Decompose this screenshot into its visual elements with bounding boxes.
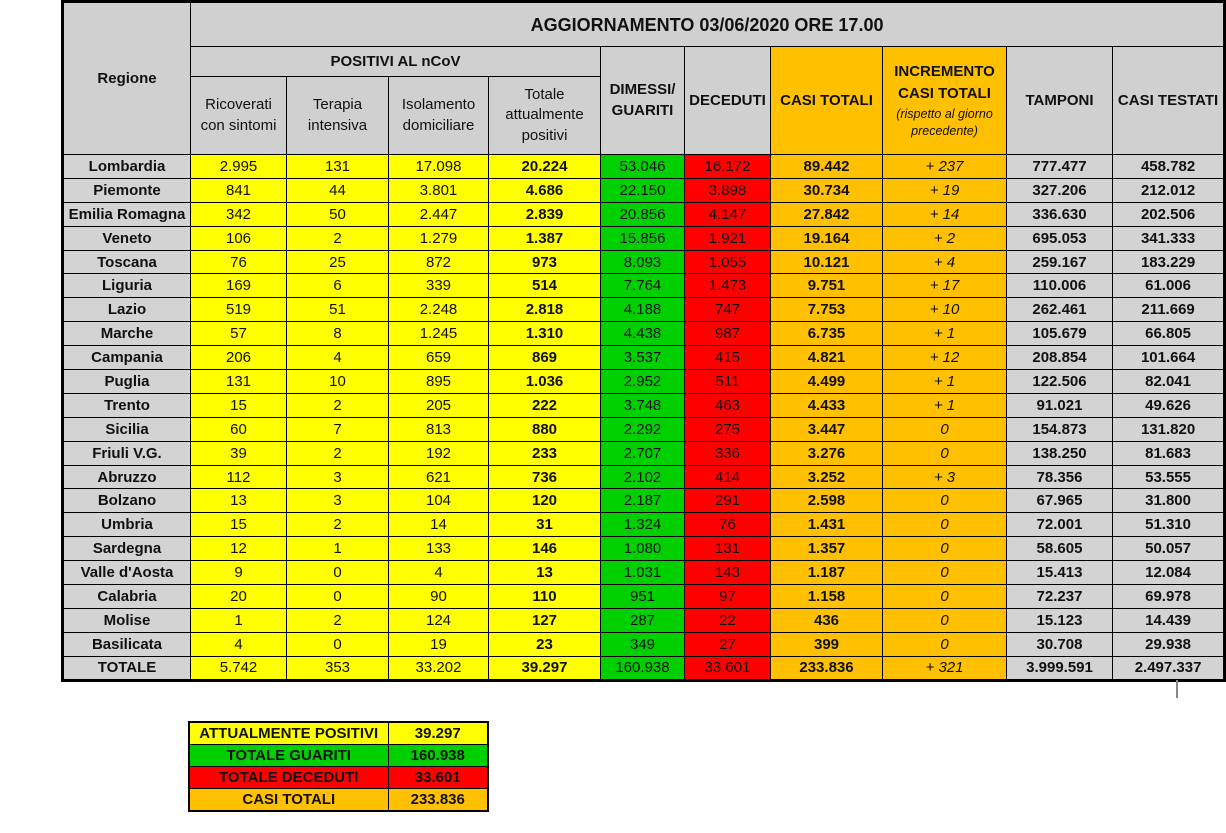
summary-row [189, 789, 488, 812]
table-row [63, 298, 1225, 322]
cell-dimessi: 20.856 [601, 202, 685, 226]
table-row [63, 370, 1225, 394]
cell-incremento: 0 [883, 561, 1007, 585]
cell-casi-testati: 31.800 [1113, 489, 1225, 513]
cell-isolamento: 124 [389, 608, 489, 632]
cell-terapia: 8 [287, 322, 389, 346]
cell-isolamento: 90 [389, 585, 489, 609]
header-terapia: Terapia intensiva [287, 77, 389, 155]
cell-terapia: 7 [287, 417, 389, 441]
cell-casi-testati: 61.006 [1113, 274, 1225, 298]
cell-regione: Liguria [63, 274, 191, 298]
table-row [63, 322, 1225, 346]
cell-isolamento: 895 [389, 370, 489, 394]
cell-tamponi: 262.461 [1007, 298, 1113, 322]
table-row [63, 585, 1225, 609]
cell-dimessi: 1.031 [601, 561, 685, 585]
cell-terapia: 1 [287, 537, 389, 561]
cell-terapia: 3 [287, 465, 389, 489]
cell-tamponi: 122.506 [1007, 370, 1113, 394]
table-row [63, 393, 1225, 417]
cell-regione: Bolzano [63, 489, 191, 513]
cell-isolamento: 104 [389, 489, 489, 513]
cell-casi-totali: 1.357 [771, 537, 883, 561]
cell-totale-positivi: 736 [489, 465, 601, 489]
header-deceduti: DECEDUTI [685, 47, 771, 155]
cell-totale-positivi: 110 [489, 585, 601, 609]
cell-tamponi: 91.021 [1007, 393, 1113, 417]
cell-casi-testati: 66.805 [1113, 322, 1225, 346]
cell-ricoverati: 2.995 [191, 155, 287, 179]
cell-incremento: + 4 [883, 250, 1007, 274]
cell-terapia: 2 [287, 393, 389, 417]
cell-casi-totali: 6.735 [771, 322, 883, 346]
cell-regione: Veneto [63, 226, 191, 250]
table-row [63, 226, 1225, 250]
cell-casi-testati: 51.310 [1113, 513, 1225, 537]
table-row [63, 274, 1225, 298]
cell-dimessi: 951 [601, 585, 685, 609]
cell-dimessi: 2.102 [601, 465, 685, 489]
summary-body [189, 722, 488, 811]
cell-casi-totali: 30.734 [771, 178, 883, 202]
cell-totale-positivi: 31 [489, 513, 601, 537]
summary-row [189, 767, 488, 789]
header-ricoverati: Ricoverati con sintomi [191, 77, 287, 155]
cell-ricoverati: 15 [191, 393, 287, 417]
table-row [63, 561, 1225, 585]
cell-terapia: 51 [287, 298, 389, 322]
cell-casi-testati: 2.497.337 [1113, 656, 1225, 680]
cell-isolamento: 813 [389, 417, 489, 441]
cell-totale-positivi: 2.818 [489, 298, 601, 322]
cell-isolamento: 14 [389, 513, 489, 537]
cell-incremento: + 17 [883, 274, 1007, 298]
cell-totale-positivi: 4.686 [489, 178, 601, 202]
summary-value: 233.836 [388, 789, 488, 812]
cell-deceduti: 463 [685, 393, 771, 417]
cell-tamponi: 30.708 [1007, 632, 1113, 656]
cell-tamponi: 15.413 [1007, 561, 1113, 585]
cell-deceduti: 1.473 [685, 274, 771, 298]
cell-tamponi: 138.250 [1007, 441, 1113, 465]
table-row [63, 417, 1225, 441]
cell-casi-testati: 12.084 [1113, 561, 1225, 585]
table-row [63, 346, 1225, 370]
cell-casi-testati: 341.333 [1113, 226, 1225, 250]
cell-isolamento: 339 [389, 274, 489, 298]
cell-isolamento: 2.447 [389, 202, 489, 226]
page-title: AGGIORNAMENTO 03/06/2020 ORE 17.00 [191, 2, 1225, 47]
cell-ricoverati: 1 [191, 608, 287, 632]
cell-incremento: + 12 [883, 346, 1007, 370]
cell-casi-testati: 50.057 [1113, 537, 1225, 561]
cell-totale-positivi: 23 [489, 632, 601, 656]
cell-tamponi: 208.854 [1007, 346, 1113, 370]
cell-dimessi: 4.188 [601, 298, 685, 322]
cell-regione: Campania [63, 346, 191, 370]
cell-totale-positivi: 880 [489, 417, 601, 441]
cell-deceduti: 291 [685, 489, 771, 513]
cell-incremento: + 237 [883, 155, 1007, 179]
cell-tamponi: 327.206 [1007, 178, 1113, 202]
cell-tamponi: 154.873 [1007, 417, 1113, 441]
cell-regione: Abruzzo [63, 465, 191, 489]
cell-deceduti: 747 [685, 298, 771, 322]
cell-incremento: + 19 [883, 178, 1007, 202]
cell-deceduti: 987 [685, 322, 771, 346]
cell-isolamento: 659 [389, 346, 489, 370]
cell-tamponi: 3.999.591 [1007, 656, 1113, 680]
cell-dimessi: 22.150 [601, 178, 685, 202]
cell-casi-testati: 82.041 [1113, 370, 1225, 394]
cell-incremento: + 2 [883, 226, 1007, 250]
cell-dimessi: 2.292 [601, 417, 685, 441]
cell-deceduti: 3.898 [685, 178, 771, 202]
table-row [63, 489, 1225, 513]
cell-deceduti: 33.601 [685, 656, 771, 680]
cell-deceduti: 131 [685, 537, 771, 561]
cell-ricoverati: 342 [191, 202, 287, 226]
cell-tamponi: 58.605 [1007, 537, 1113, 561]
cell-ricoverati: 57 [191, 322, 287, 346]
cell-casi-totali: 1.187 [771, 561, 883, 585]
cell-ricoverati: 76 [191, 250, 287, 274]
cell-totale-positivi: 869 [489, 346, 601, 370]
cell-terapia: 2 [287, 513, 389, 537]
cell-tamponi: 777.477 [1007, 155, 1113, 179]
cell-casi-totali: 89.442 [771, 155, 883, 179]
header-casi-totali: CASI TOTALI [771, 47, 883, 155]
total-row [63, 656, 1225, 680]
cell-deceduti: 143 [685, 561, 771, 585]
cell-dimessi: 160.938 [601, 656, 685, 680]
cell-terapia: 2 [287, 608, 389, 632]
summary-label: TOTALE GUARITI [189, 745, 388, 767]
header-isolamento: Isolamento domiciliare [389, 77, 489, 155]
cell-casi-testati: 183.229 [1113, 250, 1225, 274]
cell-casi-totali: 436 [771, 608, 883, 632]
summary-label: TOTALE DECEDUTI [189, 767, 388, 789]
cell-terapia: 131 [287, 155, 389, 179]
table-row [63, 608, 1225, 632]
cell-casi-totali: 1.158 [771, 585, 883, 609]
cell-casi-totali: 3.276 [771, 441, 883, 465]
cell-isolamento: 33.202 [389, 656, 489, 680]
summary-value: 39.297 [388, 722, 488, 745]
cell-totale-positivi: 514 [489, 274, 601, 298]
cell-regione: Calabria [63, 585, 191, 609]
cell-deceduti: 16.172 [685, 155, 771, 179]
cell-casi-totali: 7.753 [771, 298, 883, 322]
summary-value: 33.601 [388, 767, 488, 789]
cell-deceduti: 76 [685, 513, 771, 537]
cell-dimessi: 3.748 [601, 393, 685, 417]
cell-terapia: 2 [287, 226, 389, 250]
table-row [63, 632, 1225, 656]
cell-totale-positivi: 120 [489, 489, 601, 513]
header-regione: Regione [63, 2, 191, 155]
cell-incremento: 0 [883, 632, 1007, 656]
cell-tamponi: 72.237 [1007, 585, 1113, 609]
header-positivi-group: POSITIVI AL nCoV [191, 47, 601, 77]
cell-casi-totali: 10.121 [771, 250, 883, 274]
summary-label: ATTUALMENTE POSITIVI [189, 722, 388, 745]
cell-casi-totali: 4.499 [771, 370, 883, 394]
cell-casi-testati: 81.683 [1113, 441, 1225, 465]
cell-casi-testati: 211.669 [1113, 298, 1225, 322]
cell-casi-totali: 3.252 [771, 465, 883, 489]
cell-terapia: 353 [287, 656, 389, 680]
cell-dimessi: 2.707 [601, 441, 685, 465]
cell-casi-totali: 4.821 [771, 346, 883, 370]
cell-dimessi: 287 [601, 608, 685, 632]
header-casi-testati: CASI TESTATI [1113, 47, 1225, 155]
cell-casi-totali: 399 [771, 632, 883, 656]
cell-totale-positivi: 1.310 [489, 322, 601, 346]
cell-tamponi: 72.001 [1007, 513, 1113, 537]
cell-dimessi: 7.764 [601, 274, 685, 298]
cell-ricoverati: 169 [191, 274, 287, 298]
cell-tamponi: 110.006 [1007, 274, 1113, 298]
cell-incremento: 0 [883, 441, 1007, 465]
cell-ricoverati: 15 [191, 513, 287, 537]
cell-terapia: 10 [287, 370, 389, 394]
cell-regione: TOTALE [63, 656, 191, 680]
cell-terapia: 2 [287, 441, 389, 465]
cell-tamponi: 105.679 [1007, 322, 1113, 346]
cell-casi-testati: 101.664 [1113, 346, 1225, 370]
cell-isolamento: 872 [389, 250, 489, 274]
cell-regione: Marche [63, 322, 191, 346]
header-dimessi: DIMESSI/ GUARITI [601, 47, 685, 155]
cell-casi-testati: 49.626 [1113, 393, 1225, 417]
cell-totale-positivi: 233 [489, 441, 601, 465]
cell-casi-testati: 131.820 [1113, 417, 1225, 441]
cell-dimessi: 349 [601, 632, 685, 656]
cell-dimessi: 1.324 [601, 513, 685, 537]
cell-regione: Lombardia [63, 155, 191, 179]
cell-regione: Sicilia [63, 417, 191, 441]
cell-isolamento: 192 [389, 441, 489, 465]
cell-isolamento: 4 [389, 561, 489, 585]
cell-regione: Umbria [63, 513, 191, 537]
header-tamponi: TAMPONI [1007, 47, 1113, 155]
cell-terapia: 6 [287, 274, 389, 298]
header-incremento-note: (rispetto al giorno precedente) [896, 107, 993, 139]
cell-incremento: 0 [883, 417, 1007, 441]
cell-incremento: + 10 [883, 298, 1007, 322]
cell-ricoverati: 60 [191, 417, 287, 441]
cell-incremento: + 1 [883, 370, 1007, 394]
cell-ricoverati: 112 [191, 465, 287, 489]
cell-deceduti: 415 [685, 346, 771, 370]
cell-totale-positivi: 2.839 [489, 202, 601, 226]
cell-isolamento: 3.801 [389, 178, 489, 202]
table-row [63, 537, 1225, 561]
cell-dimessi: 2.187 [601, 489, 685, 513]
cell-totale-positivi: 1.387 [489, 226, 601, 250]
cell-tamponi: 67.965 [1007, 489, 1113, 513]
cell-tamponi: 15.123 [1007, 608, 1113, 632]
cell-ricoverati: 131 [191, 370, 287, 394]
cell-deceduti: 97 [685, 585, 771, 609]
cell-incremento: 0 [883, 537, 1007, 561]
cell-incremento: 0 [883, 585, 1007, 609]
cell-totale-positivi: 39.297 [489, 656, 601, 680]
cell-tamponi: 78.356 [1007, 465, 1113, 489]
cell-ricoverati: 39 [191, 441, 287, 465]
cell-regione: Trento [63, 393, 191, 417]
cell-deceduti: 4.147 [685, 202, 771, 226]
cell-casi-testati: 69.978 [1113, 585, 1225, 609]
cell-regione: Toscana [63, 250, 191, 274]
table-row [63, 441, 1225, 465]
cell-regione: Molise [63, 608, 191, 632]
cell-incremento: 0 [883, 513, 1007, 537]
cell-incremento: + 14 [883, 202, 1007, 226]
cell-dimessi: 8.093 [601, 250, 685, 274]
cell-isolamento: 19 [389, 632, 489, 656]
table-row [63, 178, 1225, 202]
cell-dimessi: 3.537 [601, 346, 685, 370]
cell-casi-testati: 29.938 [1113, 632, 1225, 656]
summary-label: CASI TOTALI [189, 789, 388, 812]
summary-row [189, 722, 488, 745]
covid-data-table [61, 0, 1226, 682]
cell-deceduti: 275 [685, 417, 771, 441]
cell-ricoverati: 20 [191, 585, 287, 609]
cell-isolamento: 2.248 [389, 298, 489, 322]
cell-dimessi: 1.080 [601, 537, 685, 561]
cell-deceduti: 511 [685, 370, 771, 394]
cell-dimessi: 15.856 [601, 226, 685, 250]
cell-casi-totali: 27.842 [771, 202, 883, 226]
cell-casi-totali: 9.751 [771, 274, 883, 298]
cell-dimessi: 2.952 [601, 370, 685, 394]
cell-regione: Lazio [63, 298, 191, 322]
cell-totale-positivi: 127 [489, 608, 601, 632]
cell-tamponi: 259.167 [1007, 250, 1113, 274]
cell-terapia: 0 [287, 632, 389, 656]
summary-table [188, 721, 489, 812]
cell-isolamento: 621 [389, 465, 489, 489]
cell-deceduti: 336 [685, 441, 771, 465]
cell-ricoverati: 12 [191, 537, 287, 561]
cell-casi-totali: 19.164 [771, 226, 883, 250]
table-row [63, 513, 1225, 537]
cell-ricoverati: 9 [191, 561, 287, 585]
cell-incremento: 0 [883, 608, 1007, 632]
cell-dimessi: 4.438 [601, 322, 685, 346]
cell-isolamento: 1.245 [389, 322, 489, 346]
cell-casi-testati: 53.555 [1113, 465, 1225, 489]
cell-isolamento: 205 [389, 393, 489, 417]
cell-regione: Sardegna [63, 537, 191, 561]
table-row [63, 250, 1225, 274]
header-totale-positivi: Totale attualmente positivi [489, 77, 601, 155]
table-body [63, 155, 1225, 681]
cell-isolamento: 133 [389, 537, 489, 561]
cell-ricoverati: 4 [191, 632, 287, 656]
cell-deceduti: 414 [685, 465, 771, 489]
cell-totale-positivi: 146 [489, 537, 601, 561]
cell-ricoverati: 106 [191, 226, 287, 250]
cell-casi-totali: 1.431 [771, 513, 883, 537]
cell-casi-totali: 4.433 [771, 393, 883, 417]
cell-terapia: 4 [287, 346, 389, 370]
cell-ricoverati: 5.742 [191, 656, 287, 680]
cell-deceduti: 1.921 [685, 226, 771, 250]
cell-regione: Emilia Romagna [63, 202, 191, 226]
table-row [63, 155, 1225, 179]
cell-incremento: + 321 [883, 656, 1007, 680]
cell-terapia: 25 [287, 250, 389, 274]
summary-value: 160.938 [388, 745, 488, 767]
cell-totale-positivi: 1.036 [489, 370, 601, 394]
cell-terapia: 44 [287, 178, 389, 202]
cell-incremento: + 1 [883, 393, 1007, 417]
cell-tamponi: 695.053 [1007, 226, 1113, 250]
cell-casi-testati: 212.012 [1113, 178, 1225, 202]
cell-terapia: 50 [287, 202, 389, 226]
summary-row [189, 745, 488, 767]
cell-ricoverati: 519 [191, 298, 287, 322]
header-incremento [883, 47, 1007, 155]
header-incremento-label: INCREMENTO CASI TOTALI [894, 62, 995, 102]
cell-incremento: + 3 [883, 465, 1007, 489]
cell-terapia: 3 [287, 489, 389, 513]
cell-regione: Friuli V.G. [63, 441, 191, 465]
cell-totale-positivi: 13 [489, 561, 601, 585]
cell-tamponi: 336.630 [1007, 202, 1113, 226]
cell-terapia: 0 [287, 561, 389, 585]
cell-casi-totali: 3.447 [771, 417, 883, 441]
table-header [63, 2, 1225, 155]
table-row [63, 465, 1225, 489]
cell-totale-positivi: 222 [489, 393, 601, 417]
cell-ricoverati: 841 [191, 178, 287, 202]
cell-totale-positivi: 973 [489, 250, 601, 274]
cell-isolamento: 17.098 [389, 155, 489, 179]
cell-regione: Valle d'Aosta [63, 561, 191, 585]
cell-isolamento: 1.279 [389, 226, 489, 250]
cell-totale-positivi: 20.224 [489, 155, 601, 179]
cell-deceduti: 1.055 [685, 250, 771, 274]
cell-regione: Piemonte [63, 178, 191, 202]
cell-ricoverati: 206 [191, 346, 287, 370]
cell-deceduti: 27 [685, 632, 771, 656]
cell-regione: Basilicata [63, 632, 191, 656]
cell-dimessi: 53.046 [601, 155, 685, 179]
cell-ricoverati: 13 [191, 489, 287, 513]
cell-deceduti: 22 [685, 608, 771, 632]
table-row [63, 202, 1225, 226]
text-cursor-mark [1176, 680, 1178, 698]
cell-casi-totali: 2.598 [771, 489, 883, 513]
cell-regione: Puglia [63, 370, 191, 394]
cell-terapia: 0 [287, 585, 389, 609]
cell-incremento: 0 [883, 489, 1007, 513]
cell-casi-testati: 202.506 [1113, 202, 1225, 226]
cell-casi-testati: 458.782 [1113, 155, 1225, 179]
cell-incremento: + 1 [883, 322, 1007, 346]
cell-casi-testati: 14.439 [1113, 608, 1225, 632]
cell-casi-totali: 233.836 [771, 656, 883, 680]
